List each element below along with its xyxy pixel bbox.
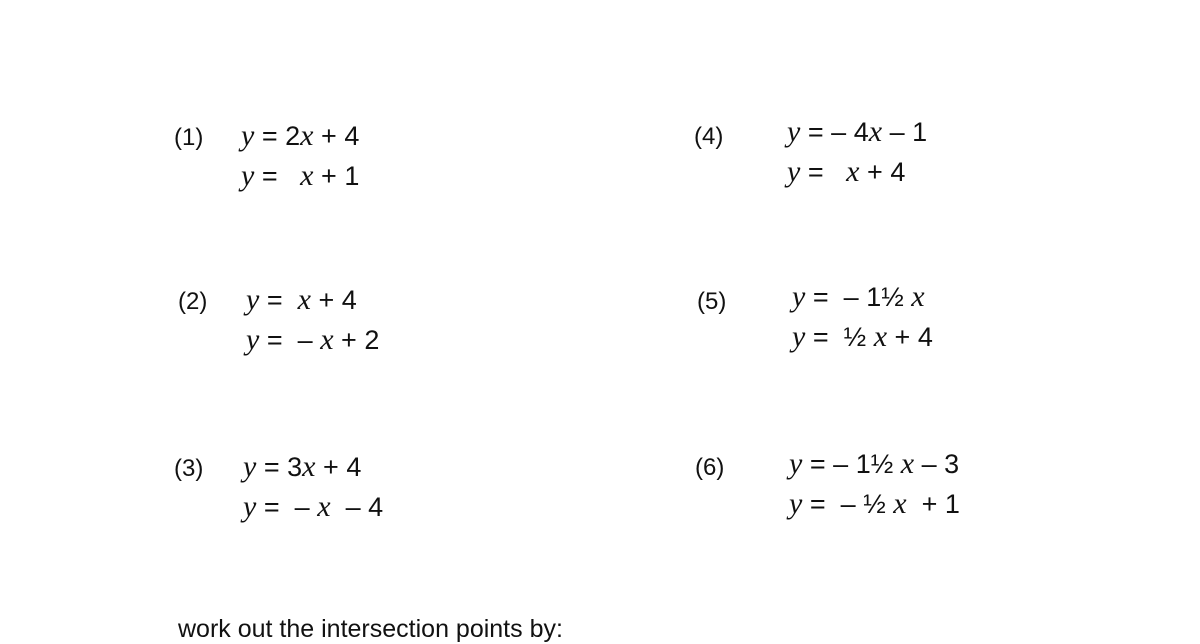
problem-4-equation-1: y = – 4x – 1 xyxy=(787,115,928,148)
problem-2-equation-1: y = x + 4 xyxy=(246,283,357,316)
instruction-text: work out the intersection points by: xyxy=(178,615,563,643)
problem-1-equation-1: y = 2x + 4 xyxy=(241,119,360,152)
problem-6-number: (6) xyxy=(695,454,725,481)
problem-2-number: (2) xyxy=(178,288,208,315)
problem-5-equation-1: y = – 1½ x xyxy=(792,280,925,313)
problem-3-equation-1: y = 3x + 4 xyxy=(243,450,362,483)
problem-5-number: (5) xyxy=(697,288,727,315)
problem-4-number: (4) xyxy=(694,123,724,150)
problem-4-equation-2: y = x + 4 xyxy=(787,155,906,188)
problem-1-number: (1) xyxy=(174,124,204,151)
problem-3-number: (3) xyxy=(174,455,204,482)
problem-1-equation-2: y = x + 1 xyxy=(241,159,360,192)
problem-3-equation-2: y = – x – 4 xyxy=(243,490,384,523)
problem-2-equation-2: y = – x + 2 xyxy=(246,323,380,356)
problem-6-equation-1: y = – 1½ x – 3 xyxy=(789,447,960,480)
problem-6-equation-2: y = – ½ x + 1 xyxy=(789,487,960,520)
problem-5-equation-2: y = ½ x + 4 xyxy=(792,320,933,353)
